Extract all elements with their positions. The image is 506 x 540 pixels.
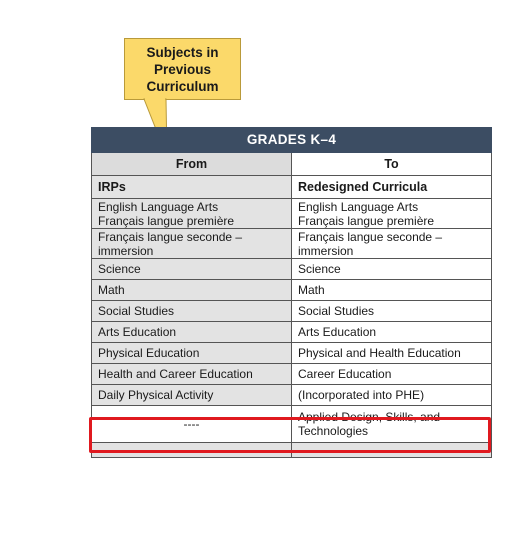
from-cell: Daily Physical Activity [92, 385, 292, 406]
to-cell: Physical and Health Education [292, 343, 492, 364]
highlight-box [89, 417, 491, 453]
from-cell: Math [92, 280, 292, 301]
grades-banner: GRADES K–4 [92, 128, 492, 153]
to-line: Technologies [298, 424, 369, 438]
to-cell [292, 229, 492, 259]
from-cell-empty: ---- [92, 406, 292, 443]
table-row [92, 259, 492, 280]
table-banner-row [92, 128, 492, 153]
table-row [92, 301, 492, 322]
to-cell: Math [292, 280, 492, 301]
to-line: Applied Design, Skills, and [298, 410, 441, 424]
from-cell: Physical Education [92, 343, 292, 364]
table-row [92, 229, 492, 259]
table-row [92, 385, 492, 406]
from-line: immersion [98, 243, 154, 258]
from-line: English Language Arts [98, 199, 219, 214]
table-row [92, 364, 492, 385]
from-cell [92, 199, 292, 229]
callout-text: Subjects in Previous Curriculum [146, 44, 219, 94]
table-row [92, 199, 492, 229]
from-cell: Science [92, 259, 292, 280]
to-line: English Language Arts [298, 199, 419, 214]
column-header-row [92, 153, 492, 176]
to-line: immersion [298, 243, 354, 258]
to-cell: Social Studies [292, 301, 492, 322]
curriculum-table [91, 127, 492, 458]
from-cell [92, 229, 292, 259]
to-cell: Arts Education [292, 322, 492, 343]
to-cell [292, 199, 492, 229]
column-header-from: From [92, 153, 292, 176]
to-cell: (Incorporated into PHE) [292, 385, 492, 406]
from-line: Français langue seconde – [98, 229, 243, 244]
to-cell: Career Education [292, 364, 492, 385]
from-line: Français langue première [98, 213, 235, 228]
from-cell: Social Studies [92, 301, 292, 322]
column-header-to: To [292, 153, 492, 176]
to-cell: Science [292, 259, 492, 280]
to-line: Français langue première [298, 213, 435, 228]
category-row [92, 176, 492, 199]
category-irps: IRPs [92, 176, 292, 199]
to-line: Français langue seconde – [298, 229, 443, 244]
table-row [92, 343, 492, 364]
from-cell: Arts Education [92, 322, 292, 343]
table-row [92, 280, 492, 301]
category-redesigned: Redesigned Curricula [292, 176, 492, 199]
table-row [92, 322, 492, 343]
from-cell: Health and Career Education [92, 364, 292, 385]
callout-box [124, 38, 241, 100]
